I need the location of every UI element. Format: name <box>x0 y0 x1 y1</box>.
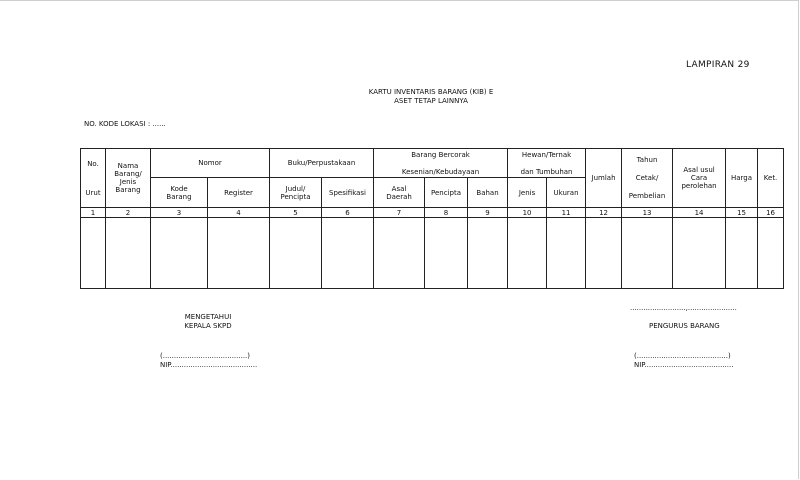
table-cell <box>106 218 151 289</box>
lampiran-label: LAMPIRAN 29 <box>686 60 750 70</box>
table-row <box>81 218 784 289</box>
right-nip: NIP........................................ <box>634 361 734 369</box>
col-number: 16 <box>758 208 784 218</box>
table-cell <box>374 218 425 289</box>
col-number: 9 <box>468 208 508 218</box>
kode-lokasi: NO. KODE LOKASI : ...... <box>84 120 166 128</box>
header-register: Register <box>208 178 270 208</box>
header-jenis: Jenis <box>508 178 547 208</box>
header-asal-usul: Asal usul Cara perolehan <box>673 149 726 208</box>
table-cell <box>547 218 586 289</box>
table-cell <box>425 218 468 289</box>
col-number: 14 <box>673 208 726 218</box>
col-number: 13 <box>622 208 673 218</box>
table-cell <box>468 218 508 289</box>
col-number: 2 <box>106 208 151 218</box>
mengetahui-label: MENGETAHUI <box>184 313 232 321</box>
table-cell <box>270 218 322 289</box>
col-number: 8 <box>425 208 468 218</box>
document-title: KARTU INVENTARIS BARANG (KIB) E <box>368 88 494 96</box>
header-bahan: Bahan <box>468 178 508 208</box>
header-kode-barang: Kode Barang <box>151 178 208 208</box>
col-number: 6 <box>322 208 374 218</box>
header-nama-barang: Nama Barang/ Jenis Barang <box>106 149 151 208</box>
header-jumlah: Jumlah <box>586 149 622 208</box>
inventory-table <box>80 148 784 289</box>
col-number: 7 <box>374 208 425 218</box>
table-cell <box>622 218 673 289</box>
header-asal-daerah: Asal Daerah <box>374 178 425 208</box>
col-number: 3 <box>151 208 208 218</box>
header-ukuran: Ukuran <box>547 178 586 208</box>
header-barang-bercorak: Barang Bercorak Kesenian/Kebudayaan <box>374 149 508 178</box>
right-signature-name: (.........................................) <box>634 352 731 360</box>
header-harga: Harga <box>726 149 758 208</box>
left-nip: NIP....................................... <box>160 361 258 369</box>
table-cell <box>81 218 106 289</box>
table-cell <box>758 218 784 289</box>
header-tahun: Tahun Cetak/ Pembelian <box>622 149 673 208</box>
col-number: 11 <box>547 208 586 218</box>
table-cell <box>726 218 758 289</box>
table-cell <box>586 218 622 289</box>
document-subtitle: ASET TETAP LAINNYA <box>394 97 468 105</box>
header-no: No. Urut <box>81 149 106 208</box>
table-cell <box>673 218 726 289</box>
header-spesifikasi: Spesifikasi <box>322 178 374 208</box>
col-number: 1 <box>81 208 106 218</box>
header-nomor: Nomor <box>151 149 270 178</box>
table-cell <box>508 218 547 289</box>
table-cell <box>322 218 374 289</box>
col-number: 10 <box>508 208 547 218</box>
pengurus-barang-label: PENGURUS BARANG <box>649 322 720 330</box>
col-number: 12 <box>586 208 622 218</box>
header-hewan: Hewan/Ternak dan Tumbuhan <box>508 149 586 178</box>
header-buku: Buku/Perpustakaan <box>270 149 374 178</box>
table-cell <box>151 218 208 289</box>
kepala-skpd-label: KEPALA SKPD <box>184 322 232 330</box>
header-ket: Ket. <box>758 149 784 208</box>
left-signature-name: (......................................) <box>160 352 251 360</box>
date-line: .........................,...................... <box>630 304 737 312</box>
col-number: 4 <box>208 208 270 218</box>
header-pencipta: Pencipta <box>425 178 468 208</box>
col-number: 5 <box>270 208 322 218</box>
header-judul: Judul/ Pencipta <box>270 178 322 208</box>
col-number: 15 <box>726 208 758 218</box>
table-cell <box>208 218 270 289</box>
